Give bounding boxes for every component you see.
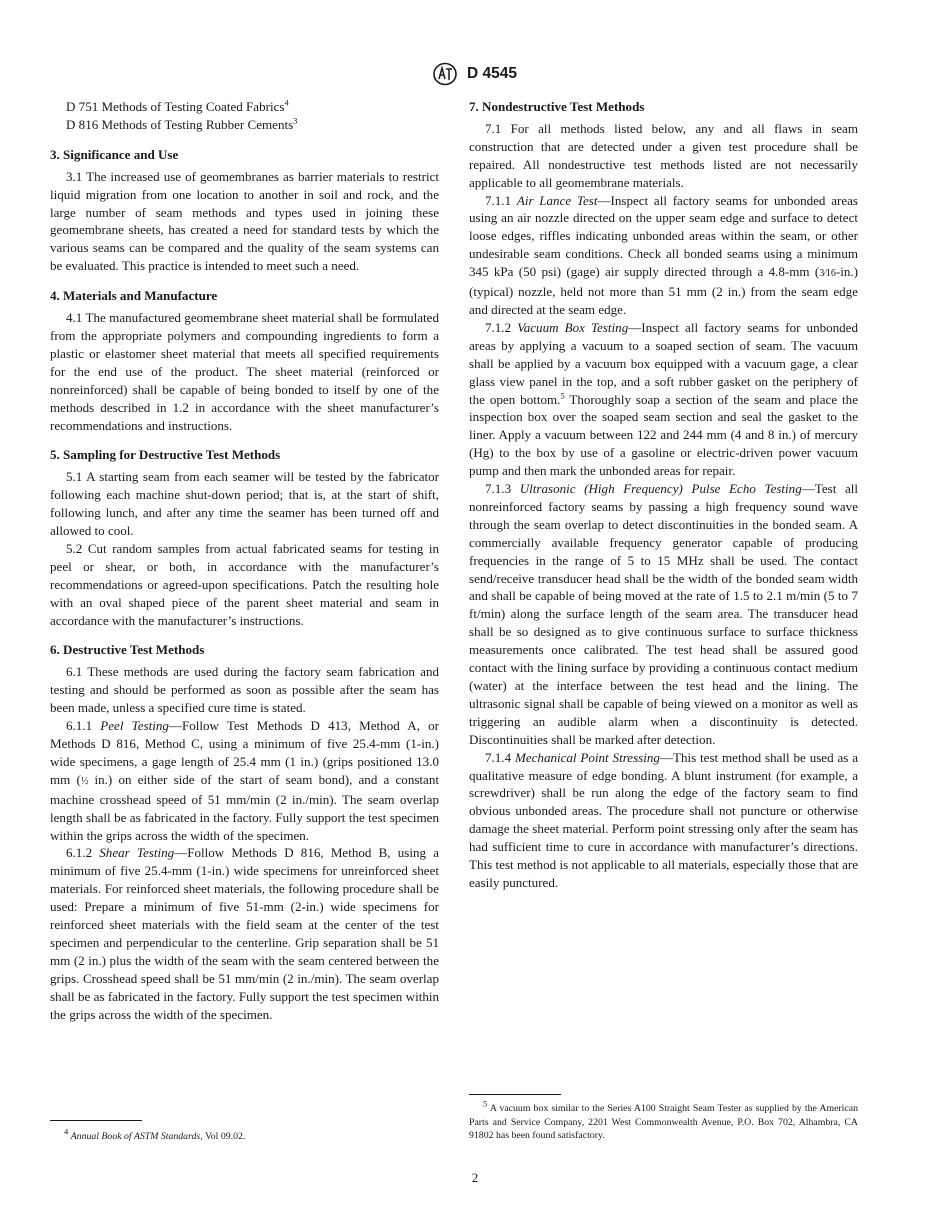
paragraph: 6.1.2 Shear Testing—Follow Methods D 816, Method B, using a minimum of five 25.4-mm (1-in.) wide specimens for unreinforced sheet materials. For reinforced sheet materials, the following procedure shall be used: Prepare a minimum of five 51-mm (2-in.) wide specimens for reinforced sheet materials with the field seam at the center of the test specimen and perpendicular to the centerline. Grip separation shall be 51 mm (2 in.) plus the width of the seam with the seam centered between the grips. Crosshead speed shall be 51 mm/min (2 in./min). The seam overlap shall be as fabricated in the factory. Fully support the test specimen within the grips across the width of the specimen. [50,845,439,1022]
footnote-4: $^4$ Annual Book of ASTM Standards, Vol 09.02. [64,1126,246,1142]
section-heading: 6. Destructive Test Methods [50,642,205,658]
section-heading: 4. Materials and Manufacture [50,288,218,304]
footnote-5: $^5$ A vacuum box similar to the Series A100 Straight Seam Tester as supplied by the American Parts and Service Company, 2201 West Commonwealth Avenue, P.O. Box 702, Alhambra, CA 91802 has been found satisfactory. [469,1098,858,1142]
paragraph: 4.1 The manufactured geomembrane sheet material shall be formulated from the appropriate polymers and compounding ingredients to form a plastic or elastomer sheet material that meets all specified requirements for the end use of the product. The sheet material (reinforced or nonreinforced) shall be capable of being bonded to itself by one of the methods described in 1.2 in accordance with the sheet manufacturer’s recommendations and instructions. [50,310,439,433]
page-number: 2 [471,1170,479,1185]
paragraph: 7.1 For all methods listed below, any and all flaws in seam construction that are detected under a given test procedure shall be repaired. All nondestructive test methods listed are not necessarily applicable to all geomembrane materials. [469,120,858,190]
right-column [469,98,858,892]
paragraph: 7.1.2 Vacuum Box Testing—Inspect all factory seams for unbonded areas by applying a vacuum to a soaped section of seam. The vacuum shall be applied by a vacuum box equipped with a vacuum gage, a clear glass view panel in the top, and a soft rubber gasket on the periphery of the open bottom.$^5$ Thoroughly soap a section of the seam and place the inspection box over the soaped seam section and seal the gasket to the liner. Apply a vacuum between 122 and 244 mm (4 and 8 in.) of mercury (Hg) to the box by use of a gasoline or electric-driven power vacuum pump and then mark the unbonded areas for repair. [469,319,859,479]
reference-item: D 751 Methods of Testing Coated Fabrics$^4$ [66,97,289,114]
document-designation: D 4545 [467,65,517,82]
reference-item: D 816 Methods of Testing Rubber Cements$^3$ [66,115,298,132]
paragraph: 3.1 The increased use of geomembranes as barrier materials to restrict liquid migration from one location to another in soil and rock, and the large number of seam methods and types used in joining these geomembrane sheets, has created a need for standard tests by which the various seams can be compared and the quality of the seam systems can be evaluated. This practice is intended to meet such a need. [50,168,439,274]
paragraph: 5.2 Cut random samples from actual fabricated seams for testing in peel or shear, or both, in accordance with the manufacturer’s recommendations or agreed-upon specifications. Patch the resulting hole with an oval shaped piece of the parent sheet material and seam in accordance with the manufacturer’s instructions. [50,540,439,628]
paragraph: 6.1 These methods are used during the factory seam fabrication and testing and should be performed as soon as possible after the seam has been made, unless a specified cure time is stated. [50,664,439,716]
section-heading: 3. Significance and Use [50,146,179,162]
paragraph: 7.1.4 Mechanical Point Stressing—This test method shall be used as a qualitative measure of edge bonding. A blunt instrument (for example, a screwdriver) shall be run along the edge of the factory seam to find obvious unbonded areas. The procedure shall not puncture or otherwise damage the sheet material. Perform point stressing only after the seam has had sufficient time to cure in accordance with manufacturer’s directions. This test method is not applicable to all materials, especially those that are easily punctured. [469,749,859,890]
paragraph: 7.1.1 Air Lance Test—Inspect all factory seams for unbonded areas using an air nozzle directed on the upper seam edge and surface to detect loose edges, riffles indicating unbonded areas within the seam, or other undesirable seam conditions. Check all bonded seams using a minimum 345 kPa (50 psi) (gage) air supply directed through a 4.8-mm (3⁄16-in.) (typical) nozzle, held not more than 51 mm (2 in.) from the seam edge and directed at the seam edge. [469,192,858,317]
section-heading: 5. Sampling for Destructive Test Methods [50,447,281,463]
left-column [50,98,439,1024]
paragraph: 6.1.1 Peel Testing—Follow Test Methods D 413, Method A, or Methods D 816, Method C, using a minimum of five 25.4-mm (1-in.) wide specimens, a gage length of 25.4 mm (1 in.) (grips positioned 13.0 mm (½ in.) on either side of the start of seam bond), and a constant machine crosshead speed of 51 mm/min (2 in./min). The seam overlap length shall be as fabricated in the factory. Fully support the test specimen within the grips across the width of the specimen. [50,718,439,843]
footnote-divider [469,1094,561,1095]
paragraph: 5.1 A starting seam from each seamer will be tested by the fabricator following each machine shut-down period; that is, at the start of shift, following lunch, and after any time the seamer has been turned off and allowed to cool. [50,469,439,539]
page-header [0,62,950,86]
section-heading: 7. Nondestructive Test Methods [469,99,645,114]
paragraph: 7.1.3 Ultrasonic (High Frequency) Pulse Echo Testing—Test all nonreinforced factory seams by passing a high frequency sound wave through the seam overlap to detect discontinuities in the bonded seam. A commercially available frequency generator capable of producing frequencies in the range of 5 to 15 MHz shall be used. The contact send/receive transducer head shall be the width of the bonded seam width and shall be capable of being moved at the rate of 1.5 to 2.1 m/min (5 to 7 ft/min) along the surface length of the seam area. The transducer head shall be so designed as to give continuous surface to surface thickness measurements once calibrated. The test head shall be assured good contact with the lining surface by providing a continuous contact medium (water) at the interface between the test head and the lining. The ultrasonic signal shall be capable of being viewed on a monitor as well as triggering an audible alarm when a discontinuity is detected. Discontinuities shall be marked after detection. [469,481,858,747]
astm-logo-icon [433,62,457,86]
footnote-divider [50,1120,142,1121]
